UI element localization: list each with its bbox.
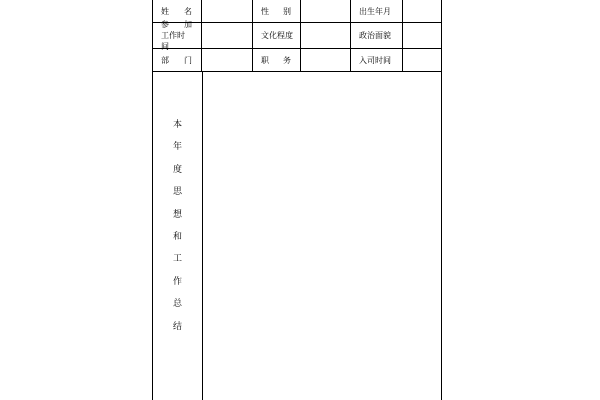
education-label: 文化程度 [253, 23, 301, 48]
summary-content-cell[interactable] [203, 72, 441, 400]
gender-label: 性 别 [253, 0, 301, 22]
work-start-value-cell[interactable] [202, 23, 253, 48]
join-date-value-cell[interactable] [403, 49, 441, 71]
dept-value-cell[interactable] [202, 49, 253, 71]
form-row-1 [153, 0, 441, 23]
birth-label: 出生年月 [351, 0, 403, 22]
political-value-cell[interactable] [403, 23, 441, 48]
form-row-2 [153, 20, 441, 51]
education-value-cell[interactable] [301, 23, 351, 48]
dept-label: 部 门 [153, 49, 202, 71]
summary-area [153, 72, 441, 400]
birth-value-cell[interactable] [403, 0, 441, 22]
work-start-label: 参 加 工作时间 [153, 23, 202, 48]
join-date-label: 入司时间 [351, 49, 403, 71]
political-label: 政治面貌 [351, 23, 403, 48]
name-label: 姓 名 [153, 0, 202, 22]
form-row-3 [153, 49, 441, 72]
gender-value-cell[interactable] [301, 0, 351, 22]
summary-vertical-label: 本 年 度 思 想 和 工 作 总 结 [172, 120, 182, 332]
position-value-cell[interactable] [301, 49, 351, 71]
position-label: 职 务 [253, 49, 301, 71]
summary-label-cell [153, 72, 203, 400]
info-form-table [152, 0, 442, 400]
name-value-cell[interactable] [202, 0, 253, 22]
